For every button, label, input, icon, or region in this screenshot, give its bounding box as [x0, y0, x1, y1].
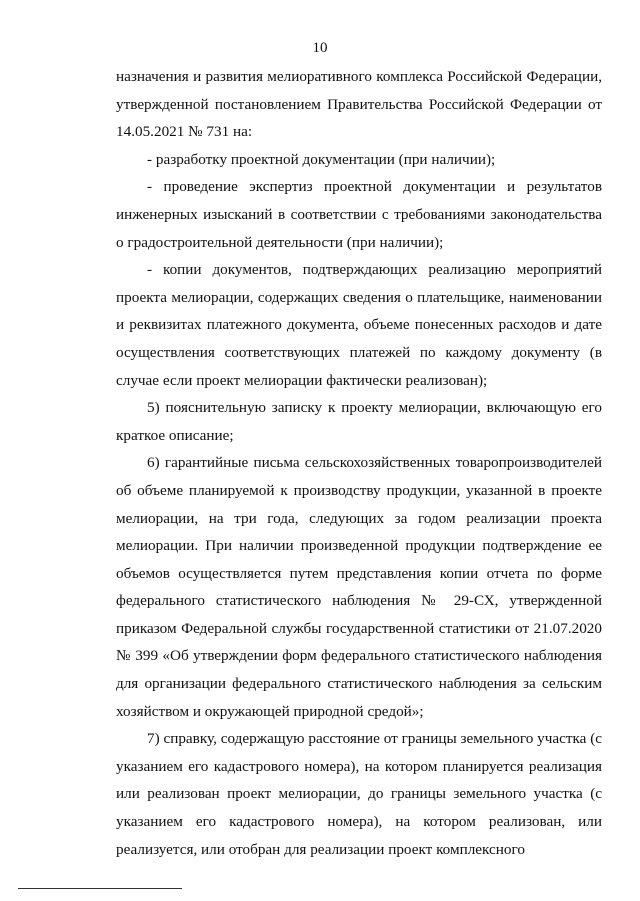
list-item-expertise: - проведение экспертиз проектной документации и результатов инженерных изысканий в соответствии с требованиями законодательства о градостроительной деятельности (при наличии);: [116, 178, 602, 251]
paragraph-item-5: 5) пояснительную записку к проекту мелиорации, включающую его краткое описание;: [116, 399, 602, 444]
document-body: [116, 63, 602, 863]
paragraph-continuation: назначения и развития мелиоративного комплекса Российской Федерации, утвержденной постановлением Правительства Российской Федерации от 14.05.2021 № 731 на:: [116, 68, 602, 141]
list-item-payment-documents: - копии документов, подтверждающих реализацию мероприятий проекта мелиорации, содержащих сведения о плательщике, наименовании и реквизитах платежного документа, объеме понесенных расходов и дате осуществления соответствующих платежей по каждому документу (в случае если проект мелиорации фактически реализован);: [116, 261, 602, 389]
page-number: 10: [312, 40, 328, 56]
footer-divider: [18, 888, 182, 889]
paragraph-item-7: 7) справку, содержащую расстояние от границы земельного участка (с указанием его кадастрового номера), на котором планируется реализация или реализован проект мелиорации, до границы земельного участка (с указанием его кадастрового номера), на котором реализован, или реализуется, или отобран для реализации проект комплексного: [116, 730, 602, 858]
paragraph-item-6: 6) гарантийные письма сельскохозяйственных товаропроизводителей об объеме планируемой к производству продукции, указанной в проекте мелиорации, на три года, следующих за годом реализации проекта мелиорации. При наличии произведенной продукции подтверждение ее объемов осуществляется путем представления копии отчета по форме федерального статистического наблюдения № 29-СХ, утвержденной приказом Федеральной службы государственной статистики от 21.07.2020 № 399 «Об утверждении форм федерального статистического наблюдения для организации федерального статистического наблюдения за сельским хозяйством и окружающей природной средой»;: [116, 454, 602, 720]
list-item-project-documentation: - разработку проектной документации (при наличии);: [147, 150, 496, 168]
